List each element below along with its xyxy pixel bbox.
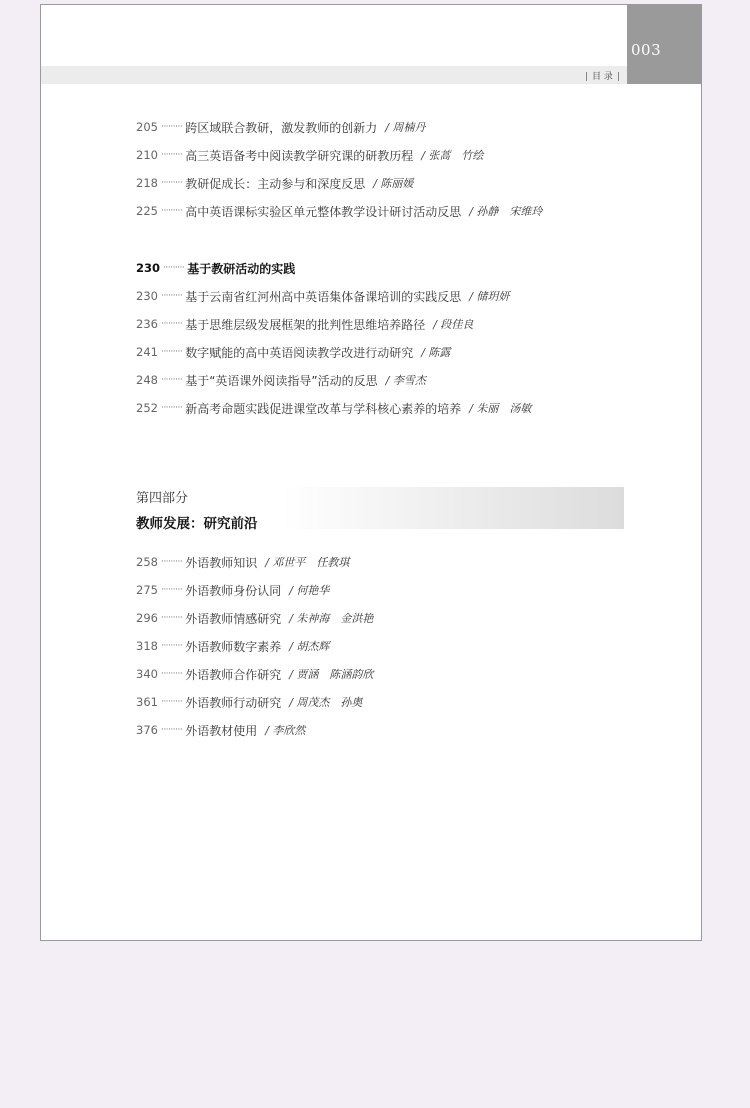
book-page <box>40 4 702 941</box>
entry-author: / 张蒿 竹绘 <box>421 149 484 162</box>
entry-page: 241 <box>136 345 158 359</box>
leader-dots: ········· <box>160 669 183 679</box>
entry-title: 教研促成长：主动参与和深度反思 <box>185 176 366 191</box>
leader-dots: ········· <box>160 403 183 413</box>
entry-title: 外语教师行动研究 <box>185 695 282 710</box>
entry-page: 376 <box>136 723 158 737</box>
entry-author: / 陈露 <box>421 346 451 359</box>
toc-entry[interactable] <box>136 665 373 683</box>
page-number: 003 <box>631 41 662 59</box>
toc-entry[interactable] <box>136 637 329 655</box>
page-number-box <box>627 5 701 84</box>
entry-page: 340 <box>136 667 158 681</box>
leader-dots: ········· <box>160 122 183 132</box>
entry-author: / 何艳华 <box>289 584 330 597</box>
entry-page: 218 <box>136 176 158 190</box>
part-heading-block <box>136 487 624 532</box>
entry-author: / 胡杰辉 <box>289 640 330 653</box>
entry-title: 外语教师情感研究 <box>185 611 282 626</box>
entry-page: 248 <box>136 373 158 387</box>
toc-section-label <box>581 69 624 82</box>
toc-entry[interactable] <box>136 343 450 361</box>
entry-author: / 朱丽 汤敏 <box>469 402 532 415</box>
leader-dots: ········· <box>160 557 183 567</box>
entry-page: 318 <box>136 639 158 653</box>
entry-page: 236 <box>136 317 158 331</box>
toc-entry[interactable] <box>136 315 473 333</box>
toc-entry[interactable] <box>136 399 531 417</box>
entry-author: / 周茂杰 孙奥 <box>289 696 363 709</box>
toc-entry[interactable] <box>136 609 373 627</box>
entry-title: 基于云南省红河州高中英语集体备课培训的实践反思 <box>185 289 462 304</box>
toc-section-heading[interactable] <box>136 259 295 277</box>
leader-dots: ········· <box>160 206 183 216</box>
toc-entry[interactable] <box>136 371 426 389</box>
leader-dots: ········· <box>160 319 183 329</box>
entry-page: 275 <box>136 583 158 597</box>
header-band <box>41 66 627 84</box>
entry-author: / 李欣然 <box>265 724 306 737</box>
entry-page: 258 <box>136 555 158 569</box>
leader-dots: ········· <box>160 178 183 188</box>
section-heading-title: 基于教研活动的实践 <box>187 261 296 276</box>
toc-entry[interactable] <box>136 287 509 305</box>
toc-entry[interactable] <box>136 721 305 739</box>
entry-author: / 周楠丹 <box>385 121 426 134</box>
entry-title: 外语教师数字素养 <box>185 639 282 654</box>
entry-page: 225 <box>136 204 158 218</box>
divider: | <box>616 72 620 82</box>
entry-author: / 贾涵 陈涵韵欣 <box>289 668 374 681</box>
entry-title: 外语教师知识 <box>185 555 258 570</box>
entry-author: / 孙静 宋维玲 <box>469 205 543 218</box>
entry-title: 高中英语课标实验区单元整体教学设计研讨活动反思 <box>185 204 462 219</box>
leader-dots: ········· <box>163 263 185 273</box>
entry-page: 252 <box>136 401 158 415</box>
leader-dots: ········· <box>160 725 183 735</box>
entry-page: 230 <box>136 261 161 275</box>
toc-entry[interactable] <box>136 146 483 164</box>
entry-title: 外语教材使用 <box>185 723 258 738</box>
entry-author: / 储玥妍 <box>469 290 510 303</box>
entry-title: 高三英语备考中阅读教学研究课的研教历程 <box>185 148 414 163</box>
part-title: 教师发展：研究前沿 <box>136 516 258 532</box>
toc-entry[interactable] <box>136 118 425 136</box>
entry-author: / 陈丽媛 <box>373 177 414 190</box>
leader-dots: ········· <box>160 291 183 301</box>
entry-title: 基于思维层级发展框架的批判性思维培养路径 <box>185 317 426 332</box>
leader-dots: ········· <box>160 641 183 651</box>
entry-title: 数字赋能的高中英语阅读教学改进行动研究 <box>185 345 414 360</box>
toc-entry[interactable] <box>136 174 413 192</box>
toc-entry[interactable] <box>136 693 362 711</box>
entry-author: / 李雪杰 <box>385 374 426 387</box>
entry-page: 296 <box>136 611 158 625</box>
entry-title: 新高考命题实践促进课堂改革与学科核心素养的培养 <box>185 401 462 416</box>
leader-dots: ········· <box>160 375 183 385</box>
entry-page: 205 <box>136 120 158 134</box>
part-label: 第四部分 <box>136 491 189 506</box>
entry-title: 外语教师身份认同 <box>185 583 282 598</box>
entry-page: 361 <box>136 695 158 709</box>
entry-title: 外语教师合作研究 <box>185 667 282 682</box>
leader-dots: ········· <box>160 697 183 707</box>
leader-dots: ········· <box>160 613 183 623</box>
entry-author: / 朱神海 金洪艳 <box>289 612 374 625</box>
entry-author: / 邓世平 任教琪 <box>265 556 350 569</box>
leader-dots: ········· <box>160 347 183 357</box>
toc-entry[interactable] <box>136 581 329 599</box>
leader-dots: ········· <box>160 585 183 595</box>
entry-page: 210 <box>136 148 158 162</box>
toc-label-text: 目 录 <box>592 72 613 82</box>
entry-title: 基于“英语课外阅读指导”活动的反思 <box>185 373 378 388</box>
divider: | <box>585 72 589 82</box>
entry-author: / 段佳良 <box>433 318 474 331</box>
leader-dots: ········· <box>160 150 183 160</box>
toc-entry[interactable] <box>136 553 349 571</box>
entry-page: 230 <box>136 289 158 303</box>
entry-title: 跨区域联合教研，激发教师的创新力 <box>185 120 378 135</box>
toc-entry[interactable] <box>136 202 542 220</box>
